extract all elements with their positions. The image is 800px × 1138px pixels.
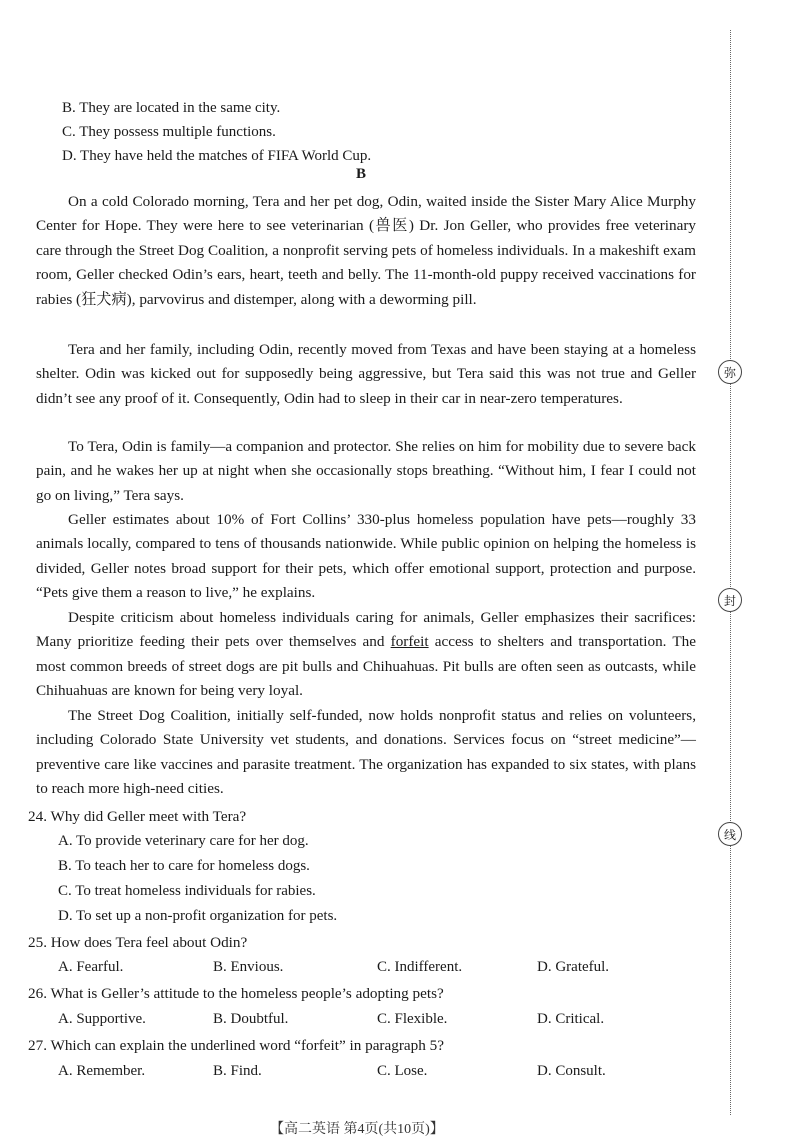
q27-option-c: C. Lose. [377, 1063, 428, 1079]
q27-option-b: B. Find. [213, 1063, 262, 1079]
prev-option-d: D. They have held the matches of FIFA World Cup. [62, 148, 372, 164]
q25-option-a: A. Fearful. [58, 959, 124, 975]
paragraph-3: To Tera, Odin is family—a companion and protector. She relies on him for mobility due to severe back pain, and he wakes her up at night when she occasionally stops breathing. “Without him, I fear I could not go on living,” Tera says. [36, 438, 696, 504]
question-26-stem: 26. What is Geller’s attitude to the homeless people’s adopting pets? [28, 985, 444, 1002]
binding-mark-feng: 封 [718, 588, 742, 612]
paragraph-5 [36, 606, 696, 704]
paragraph-2: Tera and her family, including Odin, recently moved from Texas and have been staying at a homeless shelter. Odin was kicked out for supposedly being aggressive, but Tera said this was not true and Geller didn’t see any proof of it. Consequently, Odin had to sleep in their car in near-zero temperatures. [36, 341, 696, 407]
binding-mark-xian: 线 [718, 822, 742, 846]
q27-option-d: D. Consult. [537, 1063, 606, 1079]
q24-option-d: D. To set up a non-profit organization for pets. [58, 908, 338, 924]
q24-option-a: A. To provide veterinary care for her dog. [58, 833, 309, 849]
question-25-stem: 25. How does Tera feel about Odin? [28, 934, 248, 951]
q24-option-b: B. To teach her to care for homeless dogs. [58, 858, 310, 874]
question-27-stem: 27. Which can explain the underlined word “forfeit” in paragraph 5? [28, 1037, 444, 1054]
q27-option-a: A. Remember. [58, 1063, 146, 1079]
section-heading: B [356, 166, 367, 182]
underlined-word-forfeit: forfeit [390, 633, 429, 651]
q25-option-b: B. Envious. [213, 959, 284, 975]
question-24-stem: 24. Why did Geller meet with Tera? [28, 808, 247, 825]
q26-option-d: D. Critical. [537, 1011, 605, 1027]
binding-mark-mi: 弥 [718, 360, 742, 384]
page-footer: 【高二英语 第4页(共10页)】 [270, 1122, 444, 1137]
paragraph-5-text-a: Despite criticism about homeless individuals caring for animals, Geller emphasizes their sacrifices: Many prioritize feeding their pets over themselves and [36, 609, 696, 651]
paragraph-6: The Street Dog Coalition, initially self-funded, now holds nonprofit status and relies on volunteers, including Colorado State University vet students, and donations. Services focus on “street medicine”—preventive care like vaccines and parasite treatment. The organization has expanded to six states, with plans to reach more high-need cities. [36, 707, 696, 798]
q26-option-b: B. Doubtful. [213, 1011, 289, 1027]
q26-option-a: A. Supportive. [58, 1011, 146, 1027]
paragraph-5-text-b: access to shelters and transportation. The most common breeds of street dogs are pit bulls and Chihuahuas. Pit bulls are often seen as outcasts, while Chihuahuas are known for being very loyal. [36, 633, 696, 700]
q25-option-d: D. Grateful. [537, 959, 610, 975]
q25-option-c: C. Indifferent. [377, 959, 463, 975]
binding-dotted-line [730, 30, 731, 1115]
q24-option-c: C. To treat homeless individuals for rabies. [58, 883, 316, 899]
paragraph-1: On a cold Colorado morning, Tera and her pet dog, Odin, waited inside the Sister Mary Alice Murphy Center for Hope. They were here to see veterinarian (兽医) Dr. Jon Geller, who provides free veterinary care through the Street Dog Coalition, a nonprofit serving pets of homeless individuals. In a makeshift exam room, Geller checked Odin’s ears, heart, teeth and belly. The 11-month-old puppy received vaccinations for rabies (狂犬病), parvovirus and distemper, along with a deworming pill. [36, 193, 696, 308]
q26-option-c: C. Flexible. [377, 1011, 448, 1027]
prev-option-b: B. They are located in the same city. [62, 100, 281, 116]
prev-option-c: C. They possess multiple functions. [62, 124, 276, 140]
paragraph-4: Geller estimates about 10% of Fort Collins’ 330-plus homeless population have pets—roughly 33 animals locally, compared to tens of thousands nationwide. While public opinion on helping the homeless is divided, Geller notes broad support for their pets, which offer emotional support, protection and purpose. “Pets give them a reason to live,” he explains. [36, 511, 696, 602]
